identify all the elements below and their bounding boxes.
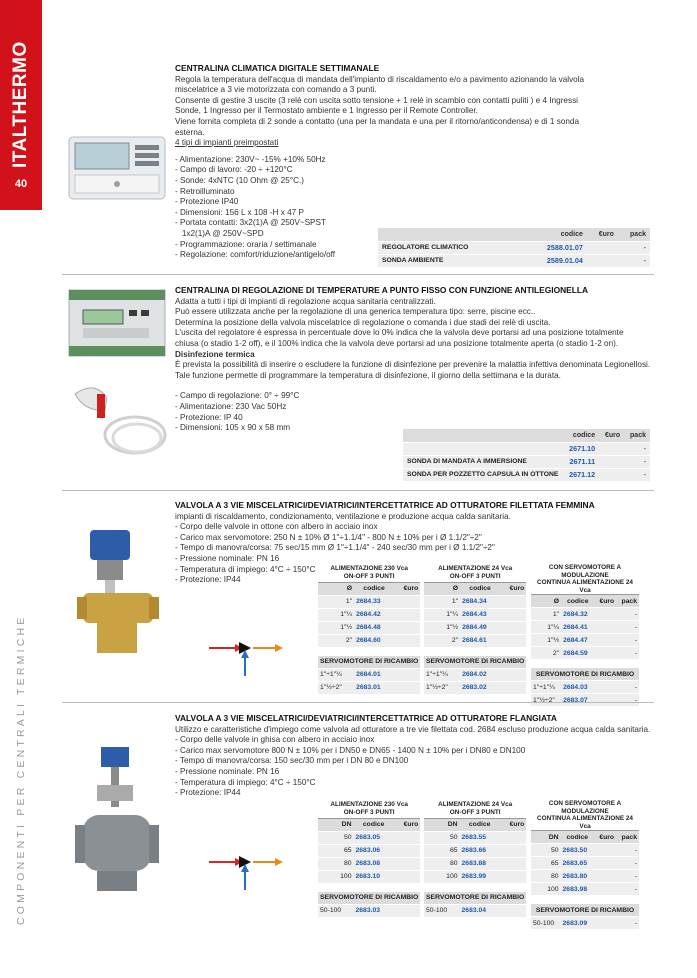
desc-line: - Temperatura di impiego: 4°C ÷ 150°C [175,564,316,574]
table-cell: 80 [531,870,561,883]
col-header: €uro [599,429,624,442]
spec-line: - Sonde: 4xNTC (10 Ohm @ 25°C.) [175,175,304,185]
spec-line: - Protezione: IP 40 [175,412,243,422]
table-cell [594,917,616,930]
spec-line: - Alimentazione: 230V~ -15% +10% 50Hz [175,154,326,164]
section-title: VALVOLA A 3 VIE MISCELATRICI/DEVIATRICI/INTERCETTATRICE AD OTTURATORE FLANGIATA [175,713,557,723]
col-header: Ø [318,582,354,595]
table-cell [594,857,616,870]
climatic-controller-image [67,133,167,203]
product-code: 2683.10 [354,870,394,883]
spec-line: - Portata contatti: 3x2(1)A @ 250V~SPST [175,218,326,228]
table-header: ALIMENTAZIONE 230 Vca ON-OFF 3 PUNTI [318,564,420,582]
table-header: CON SERVOMOTORE A MODULAZIONE CONTINUA ALIMENTAZIONE 24 Vca [531,800,639,831]
table-row: SONDA AMBIENTE 2589.01.04 - [378,254,650,267]
table-cell: - [616,681,639,694]
table-header: CON SERVOMOTORE A MODULAZIONE CONTINUA ALIMENTAZIONE 24 Vca [531,564,639,595]
table-cell: - [616,857,639,870]
col-header: codice [561,595,594,608]
table-row [318,870,420,883]
table-cell: 100 [318,870,354,883]
desc-line: Tale funzione permette di programmare la temperatura di disinfezione, il giorno della settimana e la durata. [175,370,561,380]
spacer [318,883,420,891]
table-cell [394,608,420,621]
spec-line: - Dimensioni: 156 L x 108 -H x 47 P [175,207,304,217]
table-header: ALIMENTAZIONE 24 Vca ON-OFF 3 PUNTI [424,564,526,582]
table-cell [394,634,420,647]
table-cell: 2" [424,634,460,647]
table-cell [394,668,420,681]
threaded-valve-image [75,525,165,665]
table-cell: 1"÷1"¼ [318,668,354,681]
col-header: codice [460,582,500,595]
product-code: 2683.02 [460,681,500,694]
table-cell [500,608,526,621]
table-cell [594,647,616,660]
section-subtitle: Disinfezione termica [175,349,255,359]
col-header: codice [460,818,500,831]
table-row [531,647,639,660]
product-code: 2683.66 [460,844,500,857]
col-header: DN [424,818,460,831]
valve-price-table [424,800,526,918]
section-title: CENTRALINA DI REGOLAZIONE DI TEMPERATURE A PUNTO FISSO CON FUNZIONE ANTILEGIONELLA [175,285,589,295]
col-header: codice [562,429,599,442]
spare-motor-title: SERVOMOTORE DI RICAMBIO [531,904,639,917]
desc-line: Può essere utilizzata anche per la regolazione di una generica temperatura tipo: serre, piscine ecc.. [175,307,536,317]
table-row [531,681,639,694]
table-cell: - [616,917,639,930]
spare-motor-title: SERVOMOTORE DI RICAMBIO [318,655,420,668]
table-cell [594,883,616,896]
spec-line: 1x2(1)A @ 250V~SPD [175,228,264,238]
probe-image [65,380,175,470]
table-cell: 65 [531,857,561,870]
table-cell [500,857,526,870]
table-cell: 2" [318,634,354,647]
desc-line: Utilizzo e caratteristiche d'impiego come valvola ad otturatore a tre vie filettata cod. 2684 escluso produzione acqua calda sanitaria. [175,724,651,734]
section-title: CENTRALINA CLIMATICA DIGITALE SETTIMANALE [175,63,380,73]
col-header: DN [318,818,354,831]
table-row [531,621,639,634]
table-row [531,608,639,621]
table-row [424,608,526,621]
table-cell [500,904,526,917]
desc-line: Regola la temperatura dell'acqua di mandata dell'impianto di riscaldamento e/o a pavimento azionando la valvola [175,74,585,84]
table-row [318,621,420,634]
table-cell: 2" [531,647,561,660]
table-row [318,681,420,694]
desc-line: - Pressione nominale: PN 16 [175,553,280,563]
divider [62,274,654,275]
col-header: codice [561,831,595,844]
spacer [531,896,639,904]
product-code: 2683.03 [354,904,394,917]
product-code: 2683.65 [561,857,595,870]
table-cell [500,870,526,883]
table-cell: 1" [424,595,460,608]
product-code: 2684.33 [354,595,394,608]
table-cell: - [616,694,639,707]
col-header: €uro [500,818,526,831]
table-cell [594,621,616,634]
table-cell: 1"¼ [318,608,354,621]
flanged-valve-image [75,745,160,900]
table-header: ALIMENTAZIONE 24 Vca ON-OFF 3 PUNTI [424,800,526,818]
side-caption: COMPONENTI PER CENTRALI TERMICHE [15,614,27,925]
table-row [318,857,420,870]
table-cell: 80 [424,857,460,870]
product-code: 2684.43 [460,608,500,621]
desc-line: - Temperatura di impiego: 4°C ÷ 150°C [175,777,316,787]
valve-price-table [318,800,420,918]
table-row [318,668,420,681]
col-header: codice [528,228,587,241]
table-cell: 65 [318,844,354,857]
product-code: 2684.42 [354,608,394,621]
table-cell: - [616,883,639,896]
table-row [318,634,420,647]
desc-line: È prevista la possibilità di inserire o escludere la funzione di disinfezione per prevenire la malattia infettiva denominata Legionellosi. [175,360,651,370]
table-cell [500,831,526,844]
product-code: 2671.12 [562,468,599,481]
table-cell: 1"½ [424,621,460,634]
desc-line: - Carico max servomotore 800 N ± 10% per i DN50 e DN65 - 1400 N ± 10% per i DN80 e DN100 [175,745,526,755]
desc-line: Viene fornita completa di 2 sonde a contatto (una per la mandata e una per il ritorno/anticondensa) e di 1 sonda [175,116,580,126]
brand-logo: ITALTHERMO [10,41,31,169]
table-cell: 1"÷1"¼ [424,668,460,681]
section-legionella-controller [175,285,655,434]
product-code: 2683.01 [354,681,394,694]
table-cell: - [616,634,639,647]
table-row [531,857,639,870]
desc-line: - Protezione: IP44 [175,788,241,798]
product-code: 2683.05 [354,831,394,844]
table-row [424,831,526,844]
table-cell: - [616,870,639,883]
spec-line: - Regolazione: comfort/riduzione/antigelo/off [175,250,336,260]
table-cell [594,694,616,707]
spec-line: - Retroilluminato [175,186,235,196]
table-cell [394,857,420,870]
desc-line: Sonde, 1 Ingresso per il Termostato ambiente e 1 Ingresso per il Remote Controller. [175,106,478,116]
desc-line: impianti di riscaldamento, condizionamento, ventilazione e produzione acqua calda sanitaria. [175,511,511,521]
table-cell: 1"½ [318,621,354,634]
table-header: ALIMENTAZIONE 230 Vca ON-OFF 3 PUNTI [318,800,420,818]
spec-line: - Dimensioni: 105 x 90 x 58 mm [175,423,291,433]
product-code: 2683.07 [561,694,594,707]
table-cell: 80 [318,857,354,870]
table-row: SONDA PER POZZETTO CAPSULA IN OTTONE 2671.12 - [403,468,650,481]
table-row: SONDA DI MANDATA A IMMERSIONE 2671.11 - [403,455,650,468]
col-header: €uro [500,582,526,595]
table-row [424,870,526,883]
table-cell [500,634,526,647]
product-code: 2683.08 [354,857,394,870]
col-header: €uro [394,582,420,595]
valve-price-table [531,564,639,707]
col-header: pack [616,595,639,608]
table-cell: 50-100 [424,904,460,917]
spacer [318,647,420,655]
table-row [424,844,526,857]
table-row [424,857,526,870]
col-header: Ø [424,582,460,595]
valve-price-table [531,800,639,930]
product-code: 2684.34 [460,595,500,608]
col-header: codice [354,818,394,831]
col-header: codice [354,582,394,595]
spec-line: - Campo di lavoro: -20 ÷ +120°C [175,165,293,175]
col-header: pack [618,228,650,241]
spare-motor-title: SERVOMOTORE DI RICAMBIO [531,668,639,681]
desc-line: L'uscita del regolatore è espressa in percentuale dove lo 0% indica che la valvola deve portarsi ad una posizione totalmente [175,328,624,338]
product-code: 2683.98 [561,883,595,896]
table-cell: 50-100 [531,917,561,930]
table-cell [500,595,526,608]
table-cell [500,621,526,634]
table-row [424,904,526,917]
table-cell [394,681,420,694]
desc-line: Adatta a tutti i tipi di impianti di regolazione acqua sanitaria centralizzati. [175,296,436,306]
table-row: REGOLATORE CLIMATICO 2588.01.07 - [378,241,650,254]
desc-line: chiusa (o stadio 1-2 off), e il 100% indica che la valvola deve portarsi ad una posizione totalmente aperta (o stadio 1-2 on). [175,338,619,348]
product-code: 2684.01 [354,668,394,681]
product-code: 2684.32 [561,608,594,621]
product-code: 2684.02 [460,668,500,681]
desc-line: - Corpo delle valvole in ottone con albero in acciaio inox [175,522,378,532]
table-row: 2671.10 - [403,442,650,455]
product-code: 2683.04 [460,904,500,917]
col-header: pack [624,429,650,442]
spec-line: - Campo di regolazione: 0° ÷ 99°C [175,391,300,401]
product-code: 2671.11 [562,455,599,468]
product-code: 2684.61 [460,634,500,647]
table-cell [394,831,420,844]
table-row [424,595,526,608]
table-cell: 1"¼ [531,621,561,634]
table-cell [394,595,420,608]
flow-diagram-icon [205,852,285,892]
divider [62,702,654,703]
table-row [318,608,420,621]
table-row [531,917,639,930]
col-header: Ø [531,595,561,608]
table-row [424,681,526,694]
spec-line: - Protezione IP40 [175,197,239,207]
product-code: 2683.80 [561,870,595,883]
table-cell: 1"½÷2" [531,694,561,707]
table-cell: - [616,608,639,621]
col-header: €uro [587,228,618,241]
table-cell: 100 [424,870,460,883]
brand-sidebar [0,0,42,210]
price-table [403,429,650,482]
table-row [318,904,420,917]
table-cell: 1" [318,595,354,608]
table-cell: 50-100 [318,904,354,917]
product-code: 2683.09 [561,917,595,930]
page-number: 40 [14,178,28,190]
table-cell [594,608,616,621]
product-code: 2684.47 [561,634,594,647]
col-header: pack [616,831,639,844]
spacer [531,660,639,668]
table-cell [500,668,526,681]
table-cell: 1" [531,608,561,621]
table-row [318,595,420,608]
product-code: 2684.03 [561,681,594,694]
spare-motor-title: SERVOMOTORE DI RICAMBIO [424,655,526,668]
flow-diagram-icon [205,638,285,678]
table-row [318,844,420,857]
desc-line: - Pressione nominale: PN 16 [175,766,280,776]
spacer [424,883,526,891]
product-code: 2683.99 [460,870,500,883]
table-cell: 1"÷1"¼ [531,681,561,694]
table-row [531,870,639,883]
spare-motor-title: SERVOMOTORE DI RICAMBIO [318,891,420,904]
table-row [424,634,526,647]
product-code: 2684.49 [460,621,500,634]
col-header: €uro [394,818,420,831]
table-row [531,844,639,857]
table-cell: - [616,844,639,857]
table-cell [594,681,616,694]
table-cell: 50 [318,831,354,844]
table-row [531,694,639,707]
desc-line: Consente di gestire 3 uscite (3 relè con uscita sotto tensione + 1 relè in scambio con contatti puliti ) e 4 Ingressi [175,95,578,105]
section-flanged-valve [175,713,655,799]
table-cell: - [616,621,639,634]
spec-line: - Programmazione: oraria / settimanale [175,239,317,249]
product-code: 2589.01.04 [528,254,587,267]
product-code: 2588.01.07 [528,241,587,254]
table-cell: 50 [424,831,460,844]
legionella-controller-image [67,288,167,358]
desc-line: - Protezione: IP44 [175,575,241,585]
desc-line: - Tempo di manovra/corsa: 150 sec/30 mm per i DN 80 e DN100 [175,756,409,766]
table-cell [500,681,526,694]
desc-line: miscelatrice a 3 vie motorizzata con comando a 3 punti. [175,85,377,95]
table-cell: 1"½÷2" [424,681,460,694]
product-code: 2683.50 [561,844,595,857]
product-code: 2684.41 [561,621,594,634]
table-cell [500,844,526,857]
table-cell: 1"½ [531,634,561,647]
product-code: 2683.06 [354,844,394,857]
product-code: 2684.48 [354,621,394,634]
table-cell [594,870,616,883]
table-cell: 50 [531,844,561,857]
col-header: DN [531,831,561,844]
table-cell: 100 [531,883,561,896]
table-cell: 1"¼ [424,608,460,621]
desc-line: esterna. [175,127,205,137]
table-cell [394,621,420,634]
table-cell [394,844,420,857]
table-cell [594,634,616,647]
desc-line: - Carico max servomotore: 250 N ± 10% Ø 1"÷1.1/4" - 800 N ± 10% per i Ø 1.1/2"÷2" [175,532,482,542]
table-row [531,634,639,647]
table-row [531,883,639,896]
spec-line: - Alimentazione: 230 Vac 50Hz [175,401,287,411]
product-code: 2683.88 [460,857,500,870]
desc-line: - Tempo di manovra/corsa: 75 sec/15 mm Ø 1"÷1.1/4" - 240 sec/30 mm per i Ø 1.1/2"÷2" [175,543,495,553]
spare-motor-title: SERVOMOTORE DI RICAMBIO [424,891,526,904]
section-title: VALVOLA A 3 VIE MISCELATRICI/DEVIATRICI/INTERCETTATRICE AD OTTURATORE FILETTATA FEMMINA [175,500,595,510]
valve-price-table [424,564,526,695]
product-code: 2684.60 [354,634,394,647]
table-cell: 65 [424,844,460,857]
divider [62,490,654,491]
price-table [378,228,650,268]
table-cell [594,844,616,857]
product-code: 2684.59 [561,647,594,660]
table-cell [394,870,420,883]
preset-note: 4 tipi di impianti preimpostati [175,138,279,148]
table-cell: - [616,647,639,660]
col-header: €uro [594,831,616,844]
valve-price-table [318,564,420,695]
product-code: 2683.55 [460,831,500,844]
table-row [424,621,526,634]
col-header: €uro [594,595,616,608]
desc-line: - Corpo delle valvole in ghisa con albero in acciaio inox [175,735,375,745]
spacer [424,647,526,655]
table-cell: 1"½÷2" [318,681,354,694]
table-cell [394,904,420,917]
table-row [318,831,420,844]
product-code: 2671.10 [562,442,599,455]
desc-line: Determina la posizione della valvola miscelatrice di regolazione o comanda i due stadi dei relè di uscita. [175,317,551,327]
table-row [424,668,526,681]
